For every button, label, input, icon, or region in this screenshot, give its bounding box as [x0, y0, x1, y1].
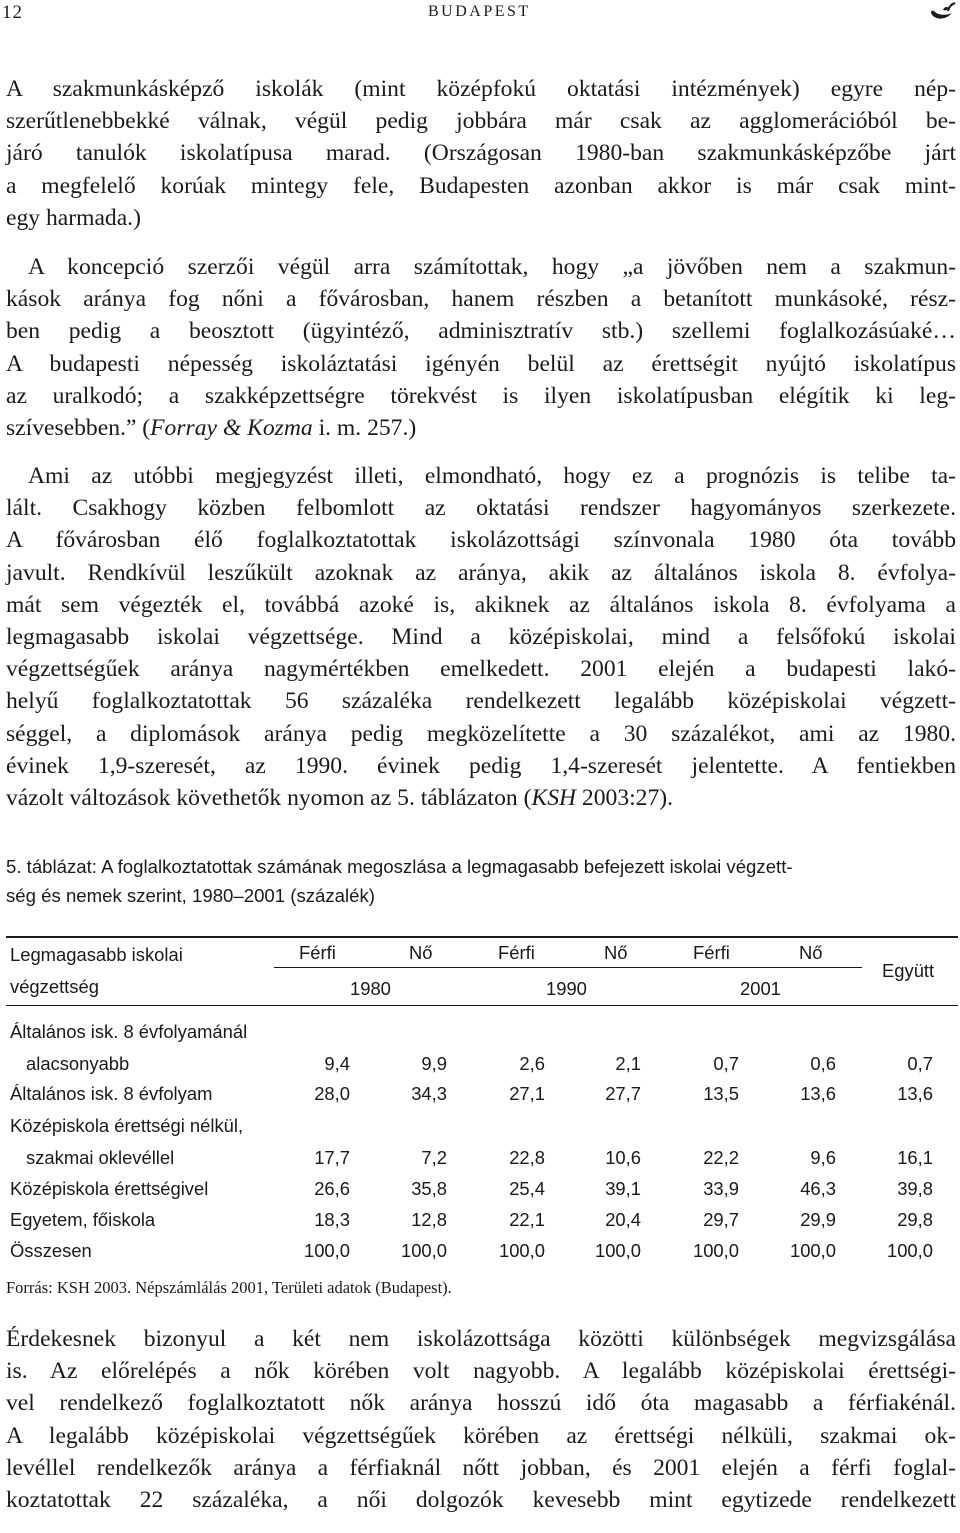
- table-cell: 34,3: [411, 1083, 447, 1104]
- running-title: BUDAPEST: [428, 3, 531, 20]
- text-line: egy harmada.): [6, 204, 141, 231]
- column-header-total: Együtt: [882, 960, 935, 981]
- table-cell: 18,3: [314, 1209, 350, 1230]
- text-line: végzettségűek aránya nagymértékben emelkedett. 2001 elején a budapesti lakó-: [6, 656, 956, 683]
- text-segment: szívesebben.” (: [6, 415, 151, 442]
- row-label: szakmai oklevéllel: [26, 1147, 175, 1168]
- table-cell: 13,5: [703, 1083, 739, 1104]
- row-label: Középiskola érettségi nélkül,: [10, 1115, 244, 1136]
- pepper-ornament-icon: [928, 0, 956, 24]
- text-line: koztatottak 22 százaléka, a női dolgozók kevesebb mint egytizede rendelkezett: [6, 1487, 956, 1514]
- table-cell: 22,2: [703, 1147, 739, 1168]
- table-cell: 29,7: [703, 1209, 739, 1230]
- text-segment: i. m. 257.): [312, 415, 417, 442]
- text-line: A koncepció szerzői végül arra számítottak, hogy „a jövőben nem a szakmun-: [28, 254, 956, 280]
- text-line: járó tanulók iskolatípusa marad. (Országosan 1980-ban szakmunkásképzőbe járt: [6, 140, 956, 167]
- table-cell: 39,1: [605, 1178, 641, 1199]
- caption-line: ség és nemek szerint, 1980–2001 (százalék): [6, 885, 375, 906]
- table-cell: 17,7: [314, 1147, 350, 1168]
- text-line: szerűtlenebbekké válnak, végül pedig jobbára már csak az agglomerációból be-: [6, 108, 956, 135]
- row-label: Összesen: [10, 1240, 92, 1261]
- citation-source: KSH: [531, 785, 577, 812]
- table-year-rule: [274, 967, 862, 968]
- table-cell: 100,0: [303, 1240, 350, 1261]
- table-cell: 100,0: [886, 1240, 933, 1261]
- text-line: is. Az előrelépés a nők körében volt nagyobb. A legalább középiskolai érettségi-: [6, 1358, 956, 1385]
- table-cell: 27,1: [509, 1083, 545, 1104]
- column-header-sex: Férfi: [299, 942, 336, 963]
- table-cell: 10,6: [605, 1147, 641, 1168]
- text-line-with-citation: [6, 412, 956, 444]
- table-cell: 100,0: [789, 1240, 836, 1261]
- column-header-sex: Férfi: [498, 942, 535, 963]
- table-top-rule: [6, 936, 958, 938]
- text-line: Érdekesnek bizonyul a két nem iskolázottsága közötti különbségek megvizsgálása: [6, 1326, 956, 1352]
- table-cell: 2,1: [615, 1053, 641, 1074]
- column-header-year: 2001: [740, 978, 781, 999]
- citation-authors: Forray & Kozma: [150, 415, 313, 442]
- text-line: az uralkodó; a szakképzettségre törekvést is ilyen iskolatípusban elégítik ki leg-: [6, 382, 956, 409]
- row-label: Középiskola érettségivel: [10, 1178, 209, 1199]
- running-header: [0, 0, 960, 30]
- text-line: helyű foglalkoztatottak 56 százaléka rendelkezett legalább középiskolai végzett-: [6, 688, 956, 715]
- paragraph-3: [6, 460, 956, 814]
- text-line: javult. Rendkívül leszűkült azoknak az aránya, akik az általános iskola 8. évfolya-: [6, 559, 956, 586]
- row-label: Általános isk. 8 évfolyamánál: [10, 1021, 248, 1042]
- caption-line: 5. táblázat: A foglalkoztatottak számának megoszlása a legmagasabb befejezett iskolai végzett-: [6, 856, 793, 877]
- table-cell: 0,6: [810, 1053, 836, 1074]
- text-line-with-citation: [6, 782, 956, 814]
- text-line: évinek 1,9-szeresét, az 1990. évinek pedig 1,4-szeresét jelentette. A fentiekben: [6, 752, 956, 779]
- column-header-year: 1990: [546, 978, 587, 999]
- row-label: alacsonyabb: [26, 1053, 130, 1074]
- column-header-sex: Nő: [409, 942, 433, 963]
- page-number: 12: [2, 2, 23, 23]
- stub-header: Legmagasabb iskolai: [10, 944, 183, 965]
- table-header-rule: [6, 1005, 958, 1006]
- row-label: Egyetem, főiskola: [10, 1209, 156, 1230]
- table-cell: 9,9: [421, 1053, 447, 1074]
- table-cell: 27,7: [605, 1083, 641, 1104]
- paragraph-4: [6, 1323, 956, 1516]
- text-line: a megfelelő korúak mintegy fele, Budapesten azonban akkor is már csak mint-: [6, 172, 956, 199]
- table-cell: 22,1: [509, 1209, 545, 1230]
- data-table: [6, 936, 958, 1270]
- table-cell: 22,8: [509, 1147, 545, 1168]
- text-line: ben pedig a beosztott (ügyintéző, adminisztratív stb.) szellemi foglalkozásúaké…: [6, 318, 956, 345]
- table-cell: 29,9: [800, 1209, 836, 1230]
- text-line: A legalább középiskolai végzettségűek körében az érettségi nélküli, szakmai ok-: [6, 1422, 956, 1449]
- text-line: A fővárosban élő foglalkoztatottak iskolázottsági színvonala 1980 óta tovább: [6, 527, 956, 554]
- text-segment: 2003:27).: [576, 785, 674, 812]
- column-header-sex: Nő: [604, 942, 628, 963]
- table-caption: [6, 852, 956, 910]
- text-line: vel rendelkező foglalkoztatott nők aránya hosszú idő óta magasabb a férfiakénál.: [6, 1390, 956, 1417]
- table-cell: 26,6: [314, 1178, 350, 1199]
- table-cell: 35,8: [411, 1178, 447, 1199]
- text-segment: vázolt változások követhetők nyomon az 5. táblázaton (: [6, 785, 532, 812]
- column-header-sex: Férfi: [693, 942, 730, 963]
- table-cell: 9,4: [324, 1053, 350, 1074]
- table-cell: 20,4: [605, 1209, 641, 1230]
- column-header-sex: Nő: [799, 942, 823, 963]
- text-line: lált. Csakhogy közben felbomlott az oktatási rendszer hagyományos szerkezete.: [6, 495, 956, 522]
- table-cell: 33,9: [703, 1178, 739, 1199]
- text-line: séggel, a diplomások aránya pedig megközelítette a 30 százalékot, ami az 1980.: [6, 720, 956, 747]
- table-cell: 13,6: [800, 1083, 836, 1104]
- table-cell: 2,6: [519, 1053, 545, 1074]
- table-cell: 0,7: [713, 1053, 739, 1074]
- text-line: mát sem végezték el, továbbá azoké is, akiknek az általános iskola 8. évfolyama a: [6, 591, 956, 618]
- table-cell: 39,8: [897, 1178, 933, 1199]
- table-cell: 28,0: [314, 1083, 350, 1104]
- text-line: legmagasabb iskolai végzettsége. Mind a középiskolai, mind a felsőfokú iskolai: [6, 624, 956, 651]
- text-line: A budapesti népesség iskoláztatási igényén belül az érettségit nyújtó iskolatípus: [6, 350, 956, 377]
- table-cell: 13,6: [897, 1083, 933, 1104]
- table-cell: 100,0: [498, 1240, 545, 1261]
- paragraph-2: [6, 251, 956, 444]
- table-cell: 7,2: [421, 1147, 447, 1168]
- table-source-note: Forrás: KSH 2003. Népszámlálás 2001, Területi adatok (Budapest).: [6, 1278, 452, 1297]
- table-cell: 100,0: [400, 1240, 447, 1261]
- table-cell: 0,7: [907, 1053, 933, 1074]
- text-line: levéllel rendelkezők aránya a férfiaknál nőtt jobban, és 2001 elején a férfi foglal-: [6, 1454, 956, 1481]
- text-line: kások aránya fog nőni a fővárosban, hanem részben a betanított munkásoké, rész-: [6, 286, 956, 313]
- paragraph-1: [6, 73, 956, 234]
- table-cell: 12,8: [411, 1209, 447, 1230]
- text-line: Ami az utóbbi megjegyzést illeti, elmondható, hogy ez a prognózis is telibe ta-: [28, 463, 956, 489]
- table-cell: 25,4: [509, 1178, 545, 1199]
- column-header-year: 1980: [350, 978, 391, 999]
- table-cell: 9,6: [810, 1147, 836, 1168]
- table-cell: 16,1: [897, 1147, 933, 1168]
- stub-header: végzettség: [10, 976, 99, 997]
- row-label: Általános isk. 8 évfolyam: [10, 1083, 213, 1104]
- table-cell: 46,3: [800, 1178, 836, 1199]
- table-cell: 100,0: [692, 1240, 739, 1261]
- table-cell: 29,8: [897, 1209, 933, 1230]
- text-line: A szakmunkásképző iskolák (mint középfokú oktatási intézmények) egyre nép-: [6, 76, 956, 102]
- table-cell: 100,0: [594, 1240, 641, 1261]
